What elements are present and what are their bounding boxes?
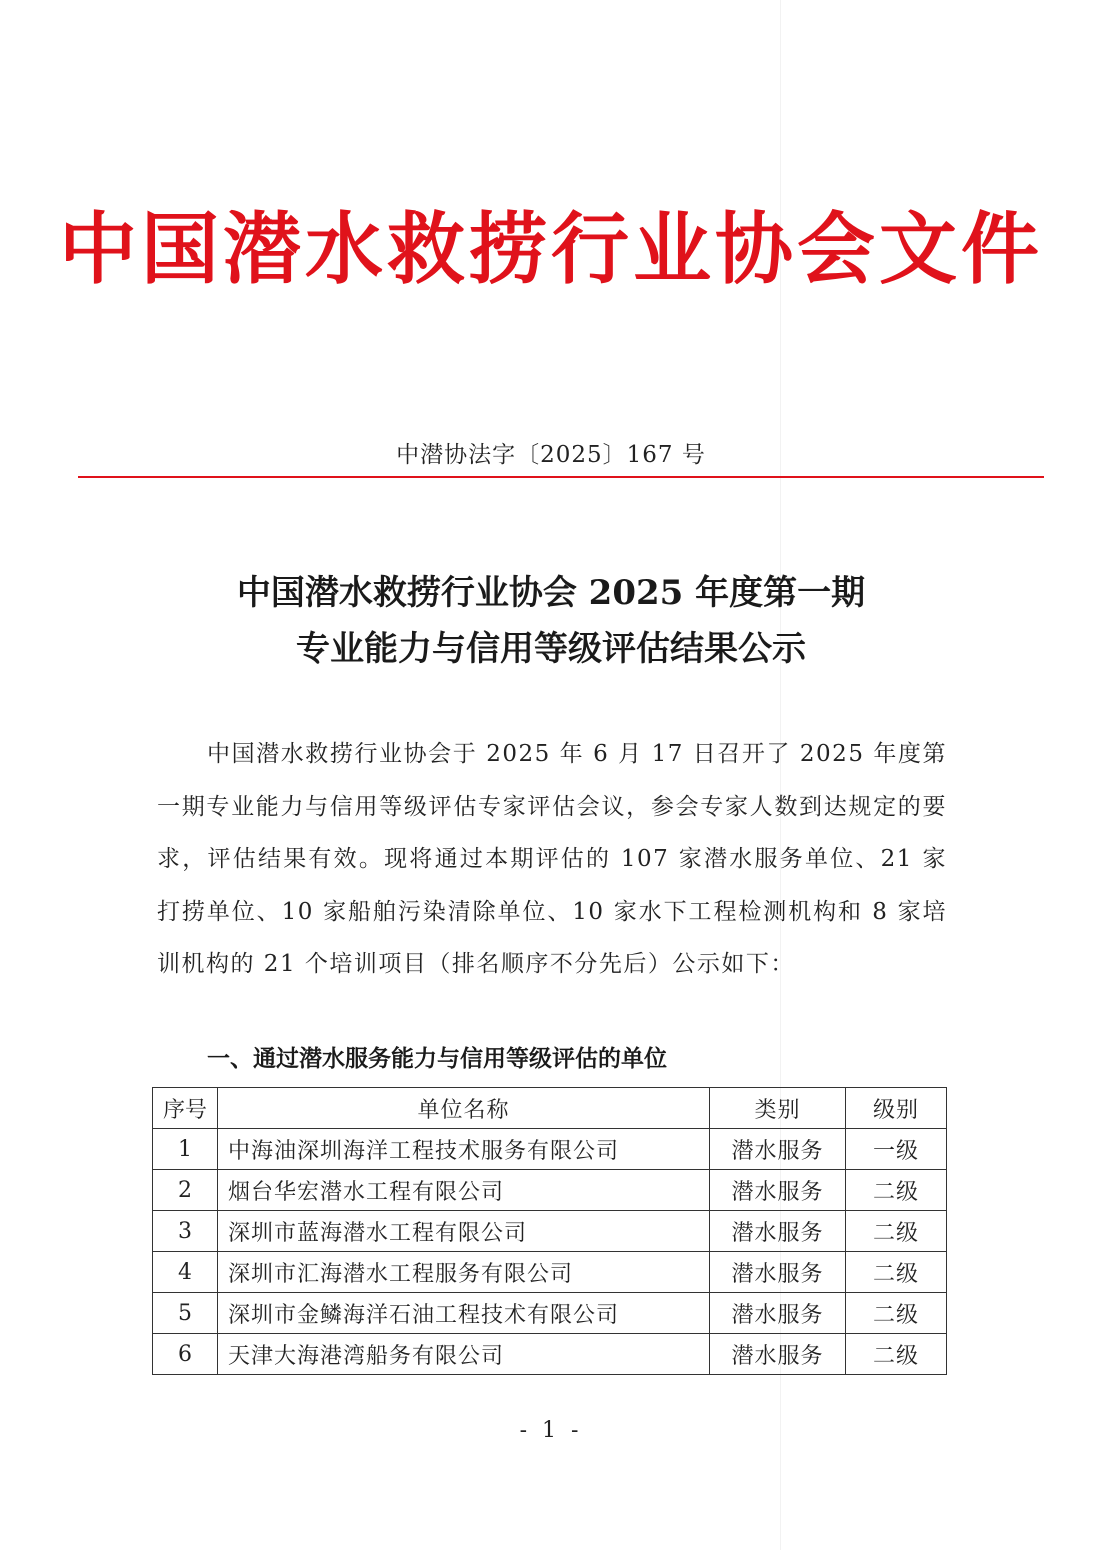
cell-seq: 5 — [153, 1293, 218, 1334]
header-category: 类别 — [710, 1088, 846, 1129]
cell-category: 潜水服务 — [710, 1211, 846, 1252]
cell-name: 深圳市蓝海潜水工程有限公司 — [218, 1211, 710, 1252]
cell-name: 中海油深圳海洋工程技术服务有限公司 — [218, 1129, 710, 1170]
table-row — [153, 1293, 947, 1334]
document-number: 中潜协法字〔2025〕167 号 — [396, 442, 706, 468]
cell-name: 天津大海港湾船务有限公司 — [218, 1334, 710, 1375]
table-row — [153, 1211, 947, 1252]
document-header-title: 中国潜水救捞行业协会文件 — [58, 204, 1043, 295]
body-paragraph: 中国潜水救捞行业协会于 2025 年 6 月 17 日召开了 2025 年度第一期专业能力与信用等级评估专家评估会议，参会专家人数到达规定的要求，评估结果有效。现将通过本期评估的 107 家潜水服务单位、21 家打捞单位、10 家船舶污染清除单位、10 家水下工程检测机构和 8 家培训机构的 21 个培训项目（排名顺序不分先后）公示如下： — [157, 741, 947, 977]
cell-name: 深圳市金鳞海洋石油工程技术有限公司 — [218, 1293, 710, 1334]
cell-category: 潜水服务 — [710, 1293, 846, 1334]
cell-seq: 1 — [153, 1129, 218, 1170]
cell-seq: 6 — [153, 1334, 218, 1375]
cell-grade: 二级 — [846, 1334, 947, 1375]
cell-grade: 二级 — [846, 1252, 947, 1293]
header-grade: 级别 — [846, 1088, 947, 1129]
page-number: - 1 - — [519, 1418, 583, 1443]
table-row — [153, 1170, 947, 1211]
header-name: 单位名称 — [218, 1088, 710, 1129]
cell-grade: 二级 — [846, 1211, 947, 1252]
cell-seq: 4 — [153, 1252, 218, 1293]
cell-category: 潜水服务 — [710, 1129, 846, 1170]
cell-category: 潜水服务 — [710, 1252, 846, 1293]
cell-seq: 3 — [153, 1211, 218, 1252]
table-row — [153, 1252, 947, 1293]
cell-grade: 一级 — [846, 1129, 947, 1170]
cell-category: 潜水服务 — [710, 1334, 846, 1375]
table-row — [153, 1129, 947, 1170]
document-title — [0, 565, 1102, 677]
header-red-divider — [78, 476, 1044, 478]
section-heading: 一、通过潜水服务能力与信用等级评估的单位 — [207, 1046, 667, 1072]
table-header-row — [153, 1088, 947, 1129]
title-line-2: 专业能力与信用等级评估结果公示 — [296, 629, 806, 669]
cell-name: 深圳市汇海潜水工程服务有限公司 — [218, 1252, 710, 1293]
cell-category: 潜水服务 — [710, 1170, 846, 1211]
header-seq: 序号 — [153, 1088, 218, 1129]
title-line-1: 中国潜水救捞行业协会 2025 年度第一期 — [236, 573, 866, 613]
units-table — [152, 1087, 947, 1375]
cell-seq: 2 — [153, 1170, 218, 1211]
cell-grade: 二级 — [846, 1293, 947, 1334]
cell-name: 烟台华宏潜水工程有限公司 — [218, 1170, 710, 1211]
table-row — [153, 1334, 947, 1375]
cell-grade: 二级 — [846, 1170, 947, 1211]
